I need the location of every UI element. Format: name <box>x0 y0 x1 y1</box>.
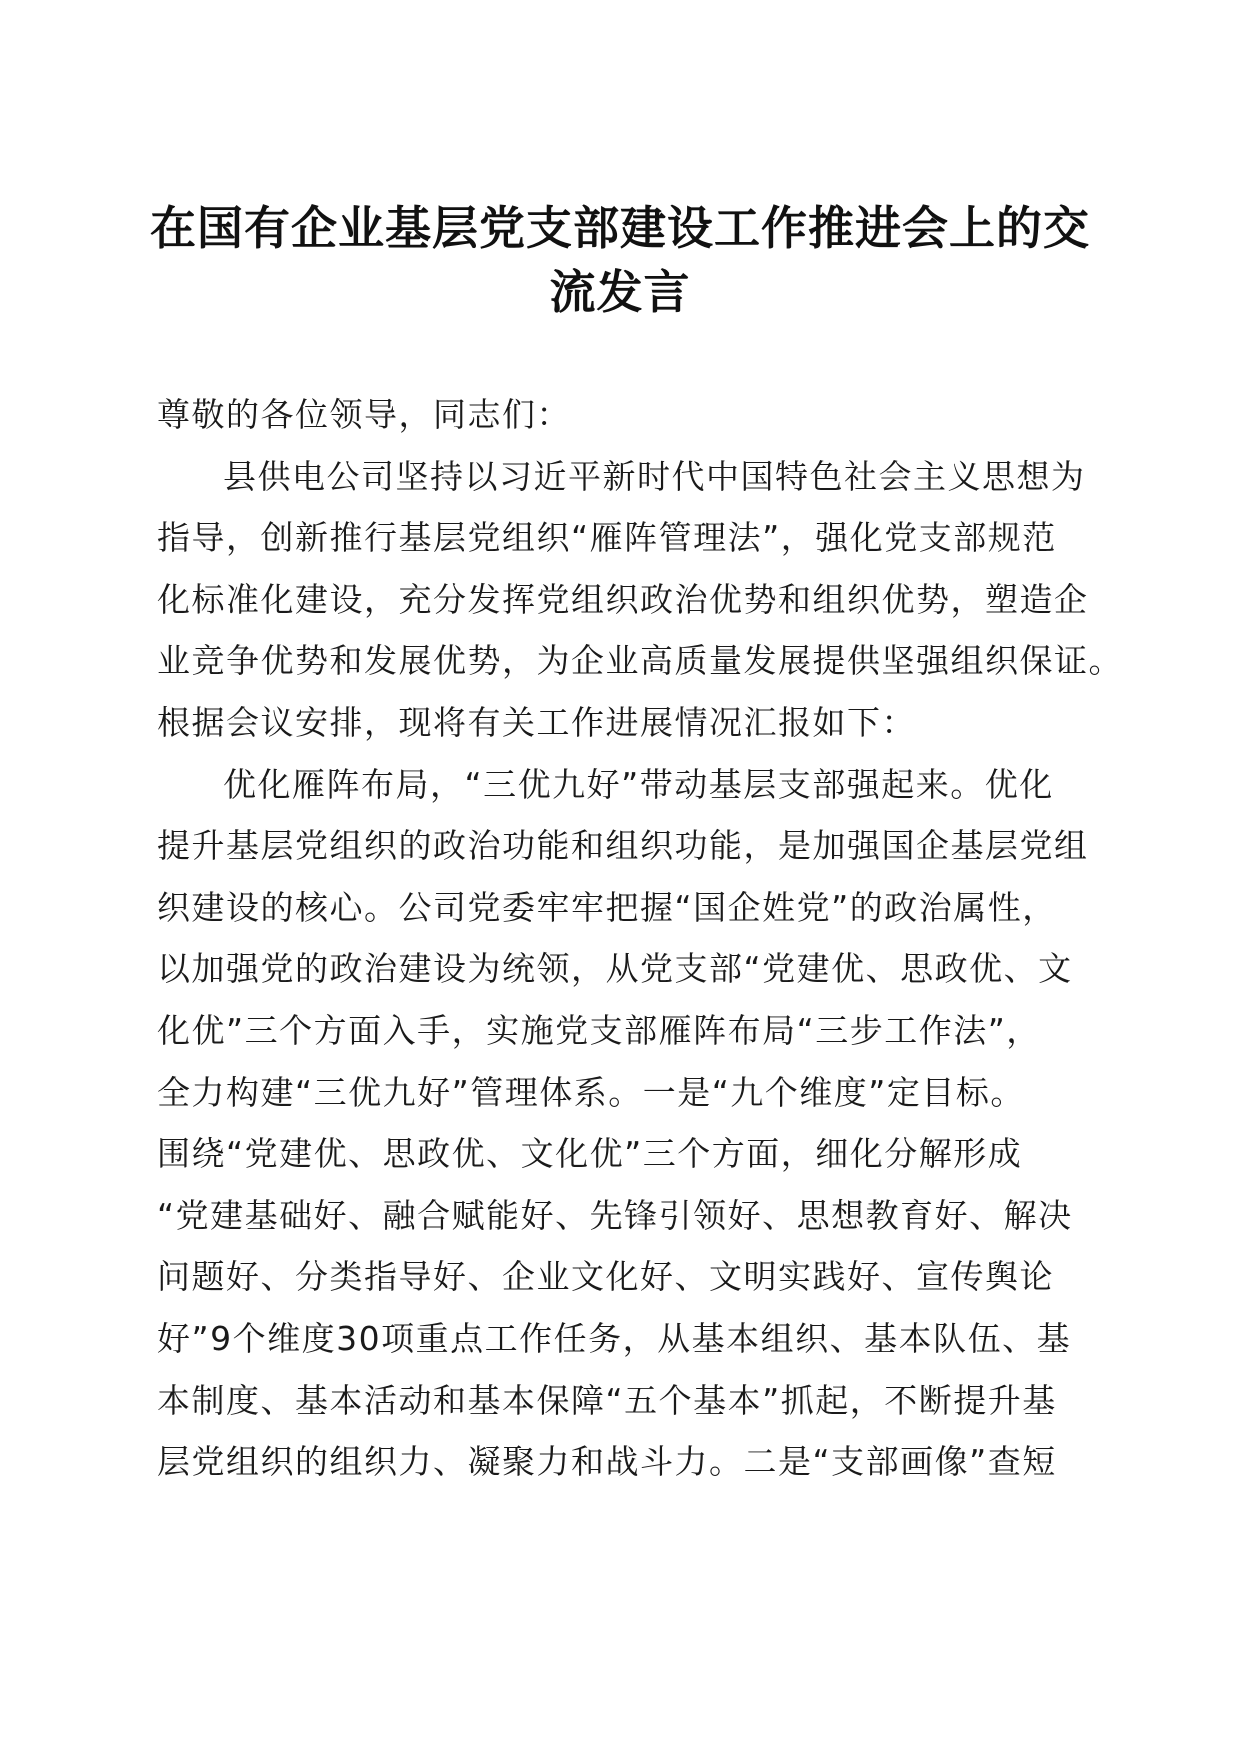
title-line-1: 在国有企业基层党支部建设工作推进会上的交 <box>150 201 1090 255</box>
paragraph-line: 化标准化建设，充分发挥党组织政治优势和组织优势，塑造企 <box>157 579 1089 619</box>
paragraph-line: 围绕“党建优、思政优、文化优”三个方面，细化分解形成 <box>157 1134 1023 1174</box>
paragraph-line: 指导，创新推行基层党组织“雁阵管理法”，强化党支部规范 <box>157 518 1057 558</box>
paragraph-line: 织建设的核心。公司党委牢牢把握“国企姓党”的政治属性， <box>157 887 1057 927</box>
paragraph-line: 业竞争优势和发展优势，为企业高质量发展提供坚强组织保证。 <box>157 641 1123 681</box>
paragraph-line: “党建基础好、融合赋能好、先锋引领好、思想教育好、解决 <box>157 1195 1073 1235</box>
paragraph-line: 好”9个维度30项重点工作任务，从基本组织、基本队伍、基 <box>157 1318 1072 1358</box>
title-line-2: 流发言 <box>549 265 691 319</box>
paragraph-line: 提升基层党组织的政治功能和组织功能，是加强国企基层党组 <box>157 826 1089 866</box>
paragraph-line: 优化雁阵布局，“三优九好”带动基层支部强起来。优化 <box>223 764 1054 804</box>
paragraph-line: 层党组织的组织力、凝聚力和战斗力。二是“支部画像”查短 <box>157 1442 1057 1482</box>
salutation: 尊敬的各位领导，同志们： <box>157 395 571 434</box>
paragraph-line: 本制度、基本活动和基本保障“五个基本”抓起，不断提升基 <box>157 1380 1057 1420</box>
paragraph-line: 根据会议安排，现将有关工作进展情况汇报如下： <box>157 702 916 742</box>
document-title <box>150 196 1090 324</box>
paragraph-line: 问题好、分类指导好、企业文化好、文明实践好、宣传舆论 <box>157 1257 1054 1297</box>
paragraph-line: 县供电公司坚持以习近平新时代中国特色社会主义思想为 <box>223 456 1086 496</box>
paragraph-line: 以加强党的政治建设为统领，从党支部“党建优、思政优、文 <box>157 949 1073 989</box>
document-body <box>157 384 1123 1493</box>
paragraph-line: 全力构建“三优九好”管理体系。一是“九个维度”定目标。 <box>157 1072 1025 1112</box>
paragraph-line: 化优”三个方面入手，实施党支部雁阵布局“三步工作法”， <box>157 1010 1041 1050</box>
